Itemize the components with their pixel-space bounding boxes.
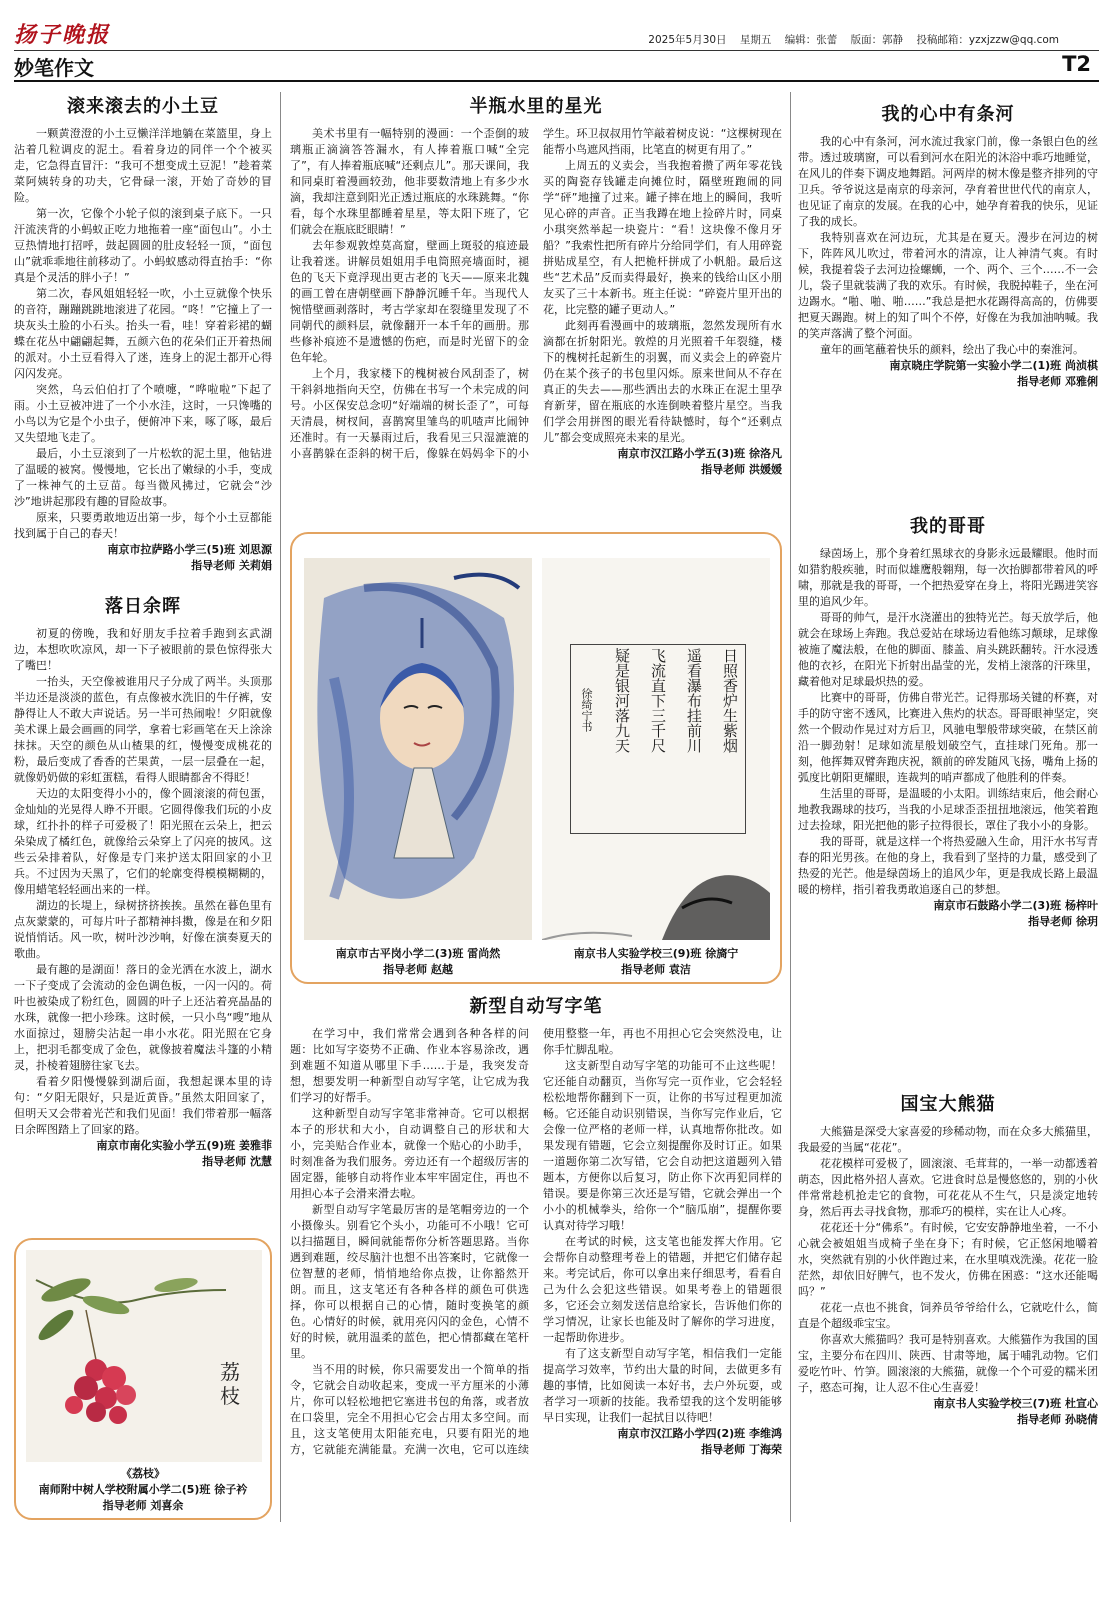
- artist-teacher: 指导老师 赵越: [383, 963, 453, 976]
- painting-inscription: 荔枝: [220, 1360, 240, 1408]
- section-title: 妙笔作文: [14, 56, 94, 80]
- submission-email: 投稿邮箱：yzxjzzw@qq.com: [916, 34, 1059, 46]
- paragraph: 上周五的义卖会，当我抱着攒了两年零花钱买的陶瓷存钱罐走向摊位时，隔壁班跑闹的同学“砰”地撞了过来。罐子摔在地上的瞬间，我听见心碎的声音。正当我蹲在地上捡碎片时，同桌小琪突然举起一块瓷片：“看！这块像不像月牙船？”我索性把所有碎片分给同学们，有人用碎瓷拼贴成星空，有人把桅杆拼成了小帆船。最后这些“艺术品”反而卖得最好，换来的钱给山区小朋友买了三十本新书。班主任说：“碎瓷片里开出的花，比完整的罐子更动人。”: [543, 159, 782, 316]
- newspaper-logo: 扬子晚报: [14, 22, 111, 48]
- paragraph: 去年参观敦煌莫高窟，壁画上斑驳的痕迹最让我着迷。讲解员姐姐用手电筒照亮墙面时，褪色的飞天下竟浮现出更古老的飞天——原来北魏的画工曾在唐朝壁画下静静沉睡千年。当现代人惋惜壁画剥落时，考古学家却在裂缝里发现了不同朝代的颜料层，就像翻开一本千年的画册。那些修补痕迹不是遗憾的伤疤，而是时光留下的金色年轮。: [290, 239, 529, 364]
- paragraph: 花花还十分“佛系”。有时候，它安安静静地坐着，一不小心就会被姐姐当成椅子坐在身下；有时候，它正悠闲地嚼着水，突然就有别的小伙伴跑过来，在水里嗔戏洗澡。花花一脸茫然，却依旧好脾气，也不发火，仿佛在困惑：“这水还能喝吗？”: [798, 1221, 1098, 1298]
- issue-weekday: 星期五: [739, 34, 772, 46]
- calligraphy-line: 飞流直下三千尺: [649, 648, 667, 753]
- ink-landscape: [542, 848, 770, 940]
- article-title: 新型自动写字笔: [469, 996, 603, 1017]
- paragraph: 这支新型自动写字笔的功能可不止这些呢！它还能自动翻页，当你写完一页作业，它会轻轻松松地帮你翻到下一页，让你的书写过程更加流畅。它还能自动识别错误，当你写完作业后，它会像一位严格的老师一样，认真地帮你批改。如果发现有错题，它会立刻提醒你及时订正。如果一道题你第二次写错，它会自动把这道题列入错题本，方便你以后复习，防止你下次再犯同样的错误。要是你第三次还是写错，它就会弹出一个小小的机械拳头，给你一个“脑瓜崩”，提醒你要认真对待学习哦！: [543, 1059, 782, 1232]
- paragraph: 上个月，我家楼下的槐树被台风刮歪了，树干斜斜地指向天空，仿佛在书写一个未完成的问号。小区保安总念叨“好端端的树长歪了”，可每天清晨，树杈间，喜鹊窝里雏鸟的叽喳声比闹钟还准时。有一天暴雨过后，我看见三只湿漉漉的小喜鹊躲在歪斜的树干后，像躲在妈妈伞下的小学生。环卫叔叔用竹竿敲着树皮说：“这棵树现在能帮小鸟遮风挡雨，比笔直的树更有用了。”: [290, 127, 782, 460]
- author-teacher: 指导老师 关莉娟: [191, 559, 272, 572]
- author-teacher: 指导老师 孙晓倩: [1017, 1413, 1098, 1426]
- author-teacher: 指导老师 邓雅俐: [1017, 375, 1098, 388]
- paragraph: 天边的太阳变得小小的，像个圆滚滚的荷包蛋，金灿灿的光晃得人睁不开眼。它圆得像我们玩的小皮球，红扑扑的样子可爱极了！阳光照在云朵上，把云朵染成了橘红色，就像给云朵穿上了闪亮的披风。这些云朵排着队，好像是专门来护送太阳回家的小卫兵。不过因为天黑了，它们的轮廓变得模模糊糊的，像用蜡笔轻轻画出来的一样。: [14, 787, 272, 896]
- figure-painting: [304, 558, 532, 940]
- artist-teacher: 指导老师 袁洁: [621, 963, 691, 976]
- paragraph: 我特别喜欢在河边玩，尤其是在夏天。漫步在河边的树下，阵阵风儿吹过，带着河水的清凉，让人神清气爽。有时候，我提着袋子去河边捡螺蛳，一个、两个、三个……不一会儿，袋子里就装满了我的欢乐。有时候，我脱掉鞋子，坐在河边踢水。“啪、啪、啪……”我总是把水花踢得高高的，仿佛要把夏天踢跑。树上的知了叫个不停，好像在为我加油呐喊。我的笑声落满了整个河面。: [798, 231, 1098, 340]
- paragraph: 有了这支新型自动写字笔，相信我们一定能提高学习效率，节约出大量的时间，去做更多有趣的事情，比如阅读一本好书，去户外玩耍，或者学习一项新的技能。我希望我的这个发明能够早日实现，让我们一起拭目以待吧！: [543, 1347, 782, 1424]
- header-rule: [14, 50, 1099, 51]
- calligraphy-line: 日照香炉生紫烟: [721, 648, 739, 753]
- issue-meta: [638, 32, 1059, 47]
- article-sunset: [14, 592, 272, 1222]
- author-teacher: 指导老师 洪媛媛: [701, 463, 782, 476]
- paragraph: 最有趣的是湖面！落日的金光洒在水波上，湖水一下子变成了会流动的金色调色板，一闪一闪的。荷叶也被染成了粉红色，圆圆的叶子上还沾着亮晶晶的水珠，就像一把小珍珠。这时候，一只小鸟“嗖”地从水面掠过，翅膀尖沾起一串小水花。阳光照在它身上，把羽毛都变成了金色，就像披着魔法斗篷的小精灵，扑棱着翅膀往家飞去。: [14, 963, 272, 1072]
- paragraph: 此刻再看漫画中的玻璃瓶，忽然发现所有水滴都在折射阳光。敦煌的月光照着千年裂缝，楼下的槐树托起新生的羽翼，而义卖会上的碎瓷片仍在某个孩子的书包里闪烁。原来世间从不存在真正的失去——那些洒出去的水珠正在泥土里孕育新芽，留在瓶底的水连倒映着整片星空。当我们学会用拼图的眼光看待缺憾时，每个“还剩点儿”都会变成照亮未来的星光。: [543, 319, 782, 444]
- figure-painting-image: [304, 558, 532, 940]
- paragraph: 绿茵场上，那个身着红黑球衣的身影永远最耀眼。他时而如猎豹般疾驰，时而似雄鹰般翱翔，每一次抬脚都带着风的呼啸，那就是我的哥哥，一个把热爱穿在身上，将阳光踢进笑容里的追风少年。: [798, 547, 1098, 608]
- column-divider: [280, 92, 281, 1522]
- article-body: [290, 1026, 782, 1520]
- author-school: 南京市南化实验小学五(9)班 姜雅菲: [96, 1139, 272, 1152]
- author-teacher: 指导老师 徐玥: [1028, 915, 1098, 928]
- author-school: 南京市汉江路小学四(2)班 李维鸿: [617, 1427, 782, 1440]
- article-body: [798, 546, 1098, 898]
- article-title: 我的哥哥: [910, 516, 986, 537]
- article-panda: [798, 1090, 1098, 1522]
- author-school: 南京市汉江路小学五(3)班 徐洛凡: [617, 447, 782, 460]
- paragraph: 第二次，春风姐姐轻轻一吹，小土豆就像个快乐的音符，蹦蹦跳跳地滚进了花园。“咚！”它撞上了一块灰头土脸的小石头。抬头一看，哇！穿着彩裙的蝴蝶在花丛中翩翩起舞，五颜六色的花朵们正开着热闹的派对。小土豆看得入了迷，连身上的泥土都开心得闪闪发亮。: [14, 287, 272, 380]
- author-teacher: 指导老师 沈慧: [202, 1155, 272, 1168]
- issue-date: 2025年5月30日: [648, 34, 727, 46]
- author-school: 南京晓庄学院第一实验小学二(1)班 尚浈棋: [889, 359, 1098, 372]
- artist-school: 南师附中树人学校附属小学二(5)班 徐子衿: [38, 1483, 248, 1496]
- author-school: 南京市石鼓路小学二(3)班 杨梓叶: [933, 899, 1098, 912]
- paragraph: 看着夕阳慢慢躲到湖后面，我想起课本里的诗句：“夕阳无限好，只是近黄昏。”虽然太阳回家了，但明天又会带着光芒和我们见面！我们带着那一幅落日余晖图踏上了回家的路。: [14, 1075, 272, 1136]
- lychee-painting: [26, 1250, 262, 1462]
- paragraph: 在考试的时候，这支笔也能发挥大作用。它会帮你自动整理考卷上的错题，并把它们储存起来。考完试后，你可以拿出来仔细思考，看看自己为什么会犯这些错误。如果考卷上的错题很多，它还会立刻发送信息给家长，告诉他们你的学习情况，让家长也能及时了解你的学习进度，一起帮助你进步。: [543, 1235, 782, 1344]
- paragraph: 一抬头，天空像被谁用尺子分成了两半。头顶那半边还是淡淡的蓝色，有点像被水洗旧的牛仔裤，安静得让人不敢大声说话。另一半可热闹啦！夕阳就像美术课上最会画画的同学，拿着七彩画笔在天上涂涂抹抹。天空的颜色从山楂果的红，慢慢变成桃花的粉，最后变成了香香的芒果黄，一层一层叠在一起，就像奶奶做的彩虹蛋糕，看得人眼睛都舍不得眨！: [14, 675, 272, 784]
- article-body: [14, 626, 272, 1138]
- author-school: 南京书人实验学校三(7)班 杜宣心: [933, 1397, 1098, 1410]
- artwork-lychee-box: [14, 1238, 272, 1520]
- paragraph: 我的心中有条河，河水流过我家门前，像一条银白色的丝带。透过玻璃窗，可以看到河水在阳光的沐浴中乖巧地睡觉，在风儿的伴奏下调皮地舞蹈。河两岸的树木像是整齐排列的守卫兵。爷爷说这是南京的母亲河，孕育着世世代代的南京人，也见证了南京的发展。在我的心中，她孕育着我的快乐，见证了我的成长。: [798, 135, 1098, 228]
- paragraph: 花花模样可爱极了，圆滚滚、毛茸茸的，一举一动都透着萌态，因此格外招人喜欢。它进食时总是慢悠悠的，别的小伙伴常常趁机抢走它的食物，可花花从不生气，只是淡定地转身，然后再去寻找食物，那乖巧的模样，实在让人心疼。: [798, 1157, 1098, 1218]
- paragraph: 在学习中，我们常常会遇到各种各样的问题：比如写字姿势不正确、作业本容易涂改，遇到难题不知道从哪里下手……于是，我突发奇想，想要发明一种新型自动写字笔，让它成为我们学习的好帮手。: [290, 1027, 529, 1104]
- article-potato: [14, 92, 272, 582]
- paragraph: 新型自动写字笔最厉害的是笔帽旁边的一个小摄像头。别看它个头小，功能可不小哦！它可以扫描题目，瞬间就能帮你分析答题思路。当你遇到难题，绞尽脑汁也想不出答案时，它就像一位智慧的老师，悄悄地给你点拨，让你豁然开朗。而且，这支笔还有各种各样的颜色可供选择，你可以根据自己的心情，随时变换笔的颜色。心情好的时候，就用亮闪闪的金色，心情不好的时候，就用温柔的蓝色，把心情都藏在笔杆里。: [290, 1203, 529, 1360]
- calligraphy-line: 遥看瀑布挂前川: [685, 648, 703, 753]
- artist-school: 南京市古平岗小学二(3)班 雷尚然: [335, 947, 501, 960]
- paragraph: 当不用的时候，你只需要发出一个简单的指令，它就会自动收起来，变成一平方厘米的小薄片，你可以轻松地把它塞进书包的角落，或者放在口袋里，完全不用担心它会占用太多空间。而且，这支笔使用太阳能充电，只要有阳光的地方，它就能充满能量。充满一次电，它可以连续使用整整一年，再也不用担心它会突然没电，让你手忙脚乱啦。: [290, 1027, 782, 1456]
- paragraph: 你喜欢大熊猫吗？我可是特别喜欢。大熊猫作为我国的国宝，主要分布在四川、陕西、甘肃等地，属于哺乳动物。它们爱吃竹叶、竹笋。圆滚滚的大熊猫，就像一个个可爱的糯米团子，憨态可掬，让人忍不住心生喜爱！: [798, 1333, 1098, 1394]
- designer-credit: 版面：郭静: [850, 34, 904, 46]
- paragraph: 我的哥哥，就是这样一个将热爱融入生命，用汗水书写青春的阳光男孩。在他的身上，我看到了坚持的力量，感受到了热爱的光芒。他是绿茵场上的追风少年，更是我成长路上最温暖的榜样，指引着我勇敢追逐自己的梦想。: [798, 835, 1098, 896]
- article-starlight: [290, 92, 782, 524]
- artist-school: 南京书人实验学校三(9)班 徐旖宁: [573, 947, 739, 960]
- article-brother: [798, 512, 1098, 1064]
- article-smart-pen: [290, 992, 782, 1522]
- calligraphy-grid: [570, 644, 746, 834]
- article-body: [798, 134, 1098, 358]
- paragraph: 哥哥的帅气，是汗水浇灌出的独特光芒。每天放学后，他就会在球场上奔跑。我总爱站在球场边看他练习颠球，足球像被施了魔法般，在他的脚面、膝盖、肩头跳跃翻转。汗水浸透他的衣衫，在阳光下折射出晶莹的光，发梢上滚落的汗珠里，藏着他对足球最炽热的爱。: [798, 611, 1098, 688]
- paragraph: 这种新型自动写字笔非常神奇。它可以根据本子的形状和大小，自动调整自己的形状和大小，完美贴合作业本，就像一个贴心的小助手，时刻准备为我们服务。旁边还有一个超级厉害的固定器，能够自动将作业本牢牢固定住，再也不用担心本子会滑来滑去啦。: [290, 1107, 529, 1200]
- article-title: 滚来滚去的小土豆: [67, 96, 219, 117]
- calligraphy-signature: 徐绮宁书: [580, 688, 593, 732]
- paragraph: 初夏的傍晚，我和好朋友手拉着手跑到玄武湖边，本想吹吹凉风，却一下子被眼前的景色惊得张大了嘴巴！: [14, 627, 272, 672]
- calligraphy-artwork: [542, 558, 770, 940]
- article-river: [798, 100, 1098, 500]
- artwork-gallery-box: [290, 532, 782, 984]
- calligraphy-line: 疑是银河落九天: [613, 648, 631, 753]
- masthead: [14, 18, 1099, 48]
- page-number: T2: [1062, 52, 1091, 76]
- paragraph: 生活里的哥哥，是温暖的小太阳。训练结束后，他会耐心地教我踢球的技巧，当我的小足球歪歪扭扭地滚远，他笑着跑过去捡球，阳光把他的影子拉得很长，罩住了我小小的身影。: [798, 787, 1098, 832]
- column-divider: [790, 92, 791, 1522]
- paragraph: 大熊猫是深受大家喜爱的珍稀动物，而在众多大熊猫里，我最爱的当属“花花”。: [798, 1125, 1098, 1154]
- author-teacher: 指导老师 丁海荣: [701, 1443, 782, 1456]
- artist-teacher: 指导老师 刘喜余: [102, 1499, 184, 1512]
- lychee-painting-image: [26, 1250, 262, 1462]
- editor-credit: 编辑：张蕾: [784, 34, 838, 46]
- paragraph: 突然，乌云伯伯打了个喷嚏，“哗啦啦”下起了雨。小土豆被冲进了一个小水洼，这时，一只馋嘴的小鸟以为它是个小虫子，便俯冲下来，啄了啄，最后又失望地飞走了。: [14, 383, 272, 444]
- article-title: 我的心中有条河: [881, 104, 1015, 125]
- paragraph: 花花一点也不挑食，饲养员爷爷给什么，它就吃什么，简直是个超级乖宝宝。: [798, 1301, 1098, 1330]
- author-school: 南京市拉萨路小学三(5)班 刘思源: [107, 543, 272, 556]
- paragraph: 比赛中的哥哥，仿佛自带光芒。记得那场关键的杯赛，对手的防守密不透风，比赛进入焦灼的状态。哥哥眼神坚定，突然一个假动作晃过对方后卫，风驰电掣般带球突破，在禁区前沿一脚劲射！足球如流星般划破空气，直挂球门死角。那一刻，他挥舞双臂奔跑庆祝，额前的碎发随风飞扬，嘴角上扬的弧度比朝阳更耀眼，连裁判的哨声都成了他胜利的伴奏。: [798, 691, 1098, 784]
- article-title: 国宝大熊猫: [900, 1094, 996, 1115]
- artwork-title: 《荔枝》: [121, 1467, 165, 1480]
- article-body: [14, 126, 272, 542]
- article-body: [290, 126, 782, 522]
- paragraph: 童年的画笔蘸着快乐的颜料，绘出了我心中的秦淮河。: [820, 343, 1084, 356]
- article-title: 半瓶水里的星光: [469, 96, 603, 117]
- paragraph: 美术书里有一幅特别的漫画：一个歪倒的玻璃瓶正滴滴答答漏水，有人捧着瓶口喊“全完了”，有人捧着瓶底喊“还剩点儿”。那天课间，我和同桌盯着漫画较劲，他非要数清地上有多少水滴，我却注意到阳光正透过瓶底的水珠跳舞。“你看，每个水珠里都睡着星星，等太阳下班了，它们就会在瓶底眨眼睛！”: [290, 127, 529, 236]
- paragraph: 一颗黄澄澄的小土豆懒洋洋地躺在菜篮里，身上沾着几粒调皮的泥土。看着身边的同伴一个个被买走，它急得直冒汗：“我可不想变成土豆泥！”趁着菜菜阿姨转身的功夫，它骨碌一滚，开始了奇妙的冒险。: [14, 127, 272, 204]
- paragraph: 最后，小土豆滚到了一片松软的泥土里，他钻进了温暖的被窝。慢慢地，它长出了嫩绿的小手，变成了一株神气的土豆苗。每当微风拂过，它就会“沙沙”地讲起那段有趣的冒险故事。: [14, 447, 272, 508]
- paragraph: 第一次，它像个小轮子似的滚到桌子底下。一只汗流浃背的小蚂蚁正吃力地拖着一座“面包山”。小土豆热情地打招呼，鼓起圆圆的肚皮轻轻一顶，“面包山”就乖乖地往前移动了。小蚂蚁感动得直抬手：“你真是个灵活的胖小子！”: [14, 207, 272, 284]
- paragraph: 湖边的长堤上，绿树挤挤挨挨。虽然在暮色里有点灰蒙蒙的，可每片叶子都精神抖擞，像是在和夕阳说悄悄话。风一吹，树叶沙沙响，好像在演奏夏天的歌曲。: [14, 899, 272, 960]
- header-rule-bold: [14, 80, 1099, 82]
- article-body: [798, 1124, 1098, 1396]
- article-title: 落日余晖: [105, 596, 181, 617]
- paragraph: 原来，只要勇敢地迈出第一步，每个小土豆都能找到属于自己的春天！: [14, 511, 272, 540]
